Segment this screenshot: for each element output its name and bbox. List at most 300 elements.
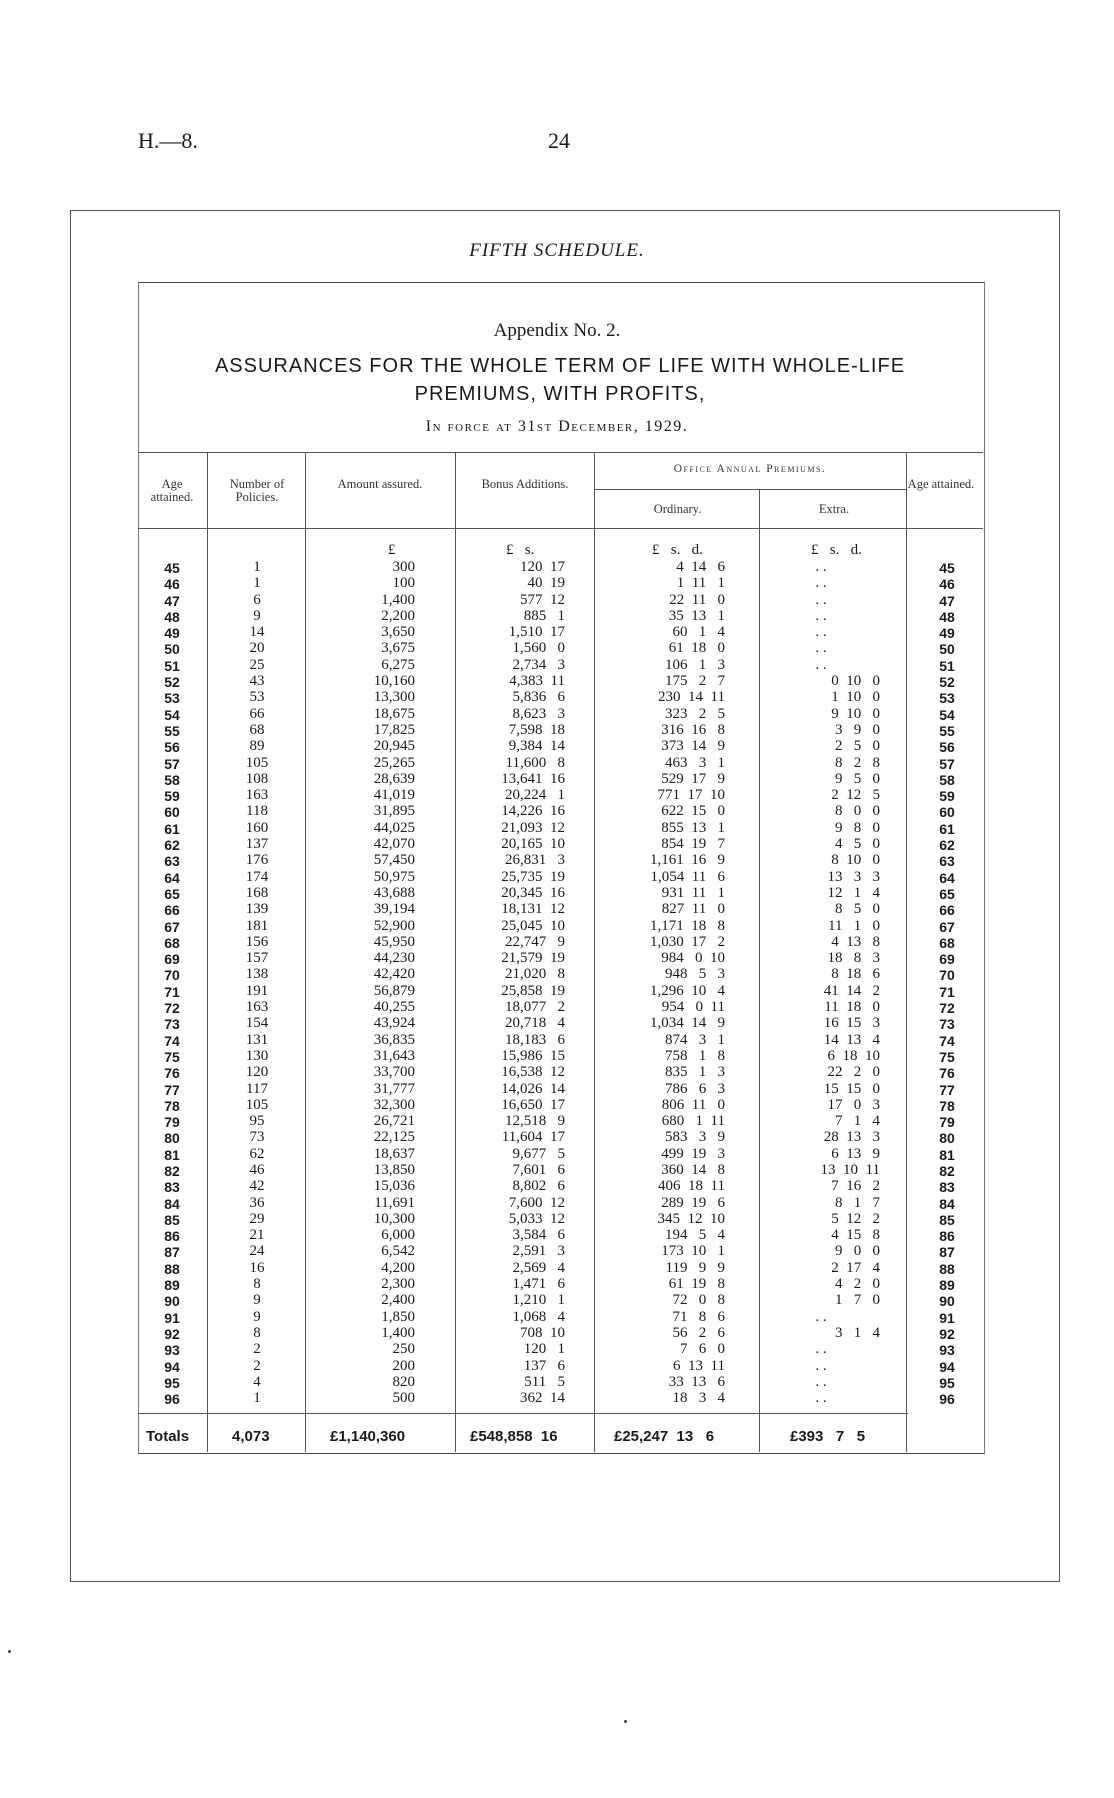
row-policies: 43 — [249, 673, 265, 690]
row-policies: 1 — [253, 575, 261, 592]
row-bonus: 21,020 8 — [505, 966, 565, 983]
row-policies: 36 — [249, 1194, 265, 1211]
row-age-right: 87 — [939, 1244, 955, 1261]
totals-ordinary: £25,247 13 6 — [614, 1428, 715, 1445]
row-age-right: 88 — [939, 1260, 955, 1277]
row-ordinary: 345 12 10 — [657, 1210, 725, 1227]
row-bonus: 11,604 17 — [501, 1129, 565, 1146]
row-extra: 15 15 0 — [823, 1080, 880, 1097]
row-extra: 7 16 2 — [831, 1178, 880, 1195]
row-policies: 6 — [253, 591, 261, 608]
totals-top-rule — [138, 1413, 908, 1414]
row-amount-assured: 22,125 — [373, 1129, 415, 1146]
row-age-right: 69 — [939, 951, 955, 968]
row-age-right: 82 — [939, 1162, 955, 1179]
row-ordinary: 1,161 16 9 — [650, 852, 725, 869]
row-bonus: 20,165 10 — [501, 836, 565, 853]
row-age-right: 96 — [939, 1391, 955, 1408]
row-policies: 131 — [245, 1031, 269, 1048]
row-age-left: 89 — [164, 1277, 180, 1294]
row-bonus: 21,093 12 — [501, 819, 565, 836]
row-ordinary: 622 15 0 — [661, 803, 725, 820]
row-age-right: 83 — [939, 1179, 955, 1196]
row-age-left: 66 — [164, 902, 180, 919]
row-age-left: 49 — [164, 625, 180, 642]
row-age-left: 70 — [164, 967, 180, 984]
row-bonus: 708 10 — [520, 1324, 565, 1341]
row-extra: . . — [815, 1373, 827, 1390]
row-age-right: 80 — [939, 1130, 955, 1147]
row-age-left: 93 — [164, 1342, 180, 1359]
row-bonus: 7,601 6 — [512, 1161, 565, 1178]
row-extra: 2 5 0 — [835, 738, 880, 755]
row-age-left: 84 — [164, 1195, 180, 1212]
row-extra: 4 5 0 — [835, 836, 880, 853]
row-amount-assured: 20,945 — [373, 738, 415, 755]
row-age-left: 55 — [164, 722, 180, 739]
row-amount-assured: 250 — [392, 1341, 415, 1358]
col-sep-6 — [906, 452, 907, 1452]
row-bonus: 18,183 6 — [505, 1031, 565, 1048]
row-age-left: 64 — [164, 869, 180, 886]
row-age-left: 78 — [164, 1097, 180, 1114]
row-bonus: 885 1 — [523, 607, 565, 624]
row-extra: 4 2 0 — [835, 1276, 880, 1293]
row-policies: 174 — [245, 868, 269, 885]
row-ordinary: 954 0 11 — [661, 999, 725, 1016]
row-age-left: 87 — [164, 1244, 180, 1261]
row-amount-assured: 57,450 — [373, 852, 415, 869]
row-age-right: 84 — [939, 1195, 955, 1212]
row-policies: 9 — [253, 1292, 261, 1309]
row-ordinary: 56 2 6 — [672, 1324, 725, 1341]
totals-label: Totals — [146, 1428, 190, 1445]
row-policies: 73 — [249, 1129, 265, 1146]
row-extra: 0 10 0 — [831, 673, 880, 690]
row-age-right: 81 — [939, 1146, 955, 1163]
unit-bonus: £ s. — [506, 542, 535, 558]
row-age-right: 77 — [939, 1081, 955, 1098]
row-policies: 1 — [253, 1390, 261, 1407]
row-age-right: 71 — [939, 983, 955, 1000]
header-top-rule — [138, 452, 983, 453]
row-extra: 16 15 3 — [823, 1015, 880, 1032]
premiums-group-rule — [594, 489, 906, 490]
row-age-left: 79 — [164, 1114, 180, 1131]
row-age-left: 81 — [164, 1146, 180, 1163]
row-age-right: 85 — [939, 1211, 955, 1228]
row-age-left: 48 — [164, 608, 180, 625]
row-age-left: 58 — [164, 771, 180, 788]
row-policies: 62 — [249, 1145, 265, 1162]
row-ordinary: 874 3 1 — [665, 1031, 725, 1048]
row-amount-assured: 6,542 — [381, 1243, 415, 1260]
row-amount-assured: 52,900 — [373, 917, 415, 934]
row-age-left: 82 — [164, 1162, 180, 1179]
row-age-left: 45 — [164, 560, 180, 576]
row-age-right: 54 — [939, 706, 955, 723]
header-office-premiums: Office Annual Premiums. — [673, 463, 827, 475]
row-age-left: 73 — [164, 1016, 180, 1033]
row-amount-assured: 44,025 — [373, 819, 415, 836]
unit-assured: £ — [388, 542, 396, 558]
row-age-left: 54 — [164, 706, 180, 723]
row-extra: 3 9 0 — [835, 721, 880, 738]
row-policies: 20 — [249, 640, 265, 657]
row-age-left: 95 — [164, 1374, 180, 1391]
row-age-right: 67 — [939, 918, 955, 935]
header-policies: Number of Policies. — [229, 477, 285, 504]
row-amount-assured: 2,200 — [381, 607, 415, 624]
row-policies: 16 — [249, 1259, 265, 1276]
row-policies: 130 — [245, 1047, 269, 1064]
row-age-right: 95 — [939, 1374, 955, 1391]
row-age-right: 65 — [939, 885, 955, 902]
row-amount-assured: 56,879 — [373, 982, 415, 999]
row-age-left: 75 — [164, 1048, 180, 1065]
header-bonus-additions: Bonus Additions. — [481, 477, 569, 491]
row-bonus: 5,033 12 — [508, 1210, 565, 1227]
row-bonus: 2,591 3 — [512, 1243, 565, 1260]
row-extra: 6 18 10 — [827, 1047, 880, 1064]
row-age-left: 47 — [164, 592, 180, 609]
row-bonus: 25,735 19 — [501, 868, 565, 885]
row-age-right: 62 — [939, 837, 955, 854]
row-ordinary: 289 19 6 — [661, 1194, 725, 1211]
row-age-left: 50 — [164, 641, 180, 658]
header-bottom-rule — [138, 528, 983, 529]
row-amount-assured: 43,924 — [373, 1015, 415, 1032]
row-ordinary: 948 5 3 — [665, 966, 725, 983]
row-extra: 9 10 0 — [831, 705, 880, 722]
row-age-left: 56 — [164, 739, 180, 756]
col-sep-4 — [594, 452, 595, 1452]
row-policies: 68 — [249, 721, 265, 738]
row-policies: 53 — [249, 689, 265, 706]
row-age-left: 69 — [164, 951, 180, 968]
row-age-right: 68 — [939, 934, 955, 951]
row-age-right: 53 — [939, 690, 955, 707]
row-amount-assured: 6,000 — [381, 1227, 415, 1244]
row-policies: 168 — [245, 884, 269, 901]
row-ordinary: 1,171 18 8 — [650, 917, 725, 934]
row-ordinary: 316 16 8 — [661, 721, 725, 738]
row-age-right: 50 — [939, 641, 955, 658]
row-age-right: 64 — [939, 869, 955, 886]
row-ordinary: 771 17 10 — [657, 787, 725, 804]
row-extra: 17 0 3 — [827, 1096, 880, 1113]
row-bonus: 1,471 6 — [512, 1276, 565, 1293]
row-ordinary: 680 1 11 — [661, 1113, 725, 1130]
row-age-left: 62 — [164, 837, 180, 854]
row-amount-assured: 10,160 — [373, 673, 415, 690]
row-age-right: 63 — [939, 853, 955, 870]
row-age-right: 47 — [939, 592, 955, 609]
row-bonus: 12,518 9 — [505, 1113, 565, 1130]
row-policies: 95 — [249, 1113, 265, 1130]
header-age-left: Age attained. — [150, 477, 194, 504]
row-ordinary: 1,054 11 6 — [650, 868, 725, 885]
row-extra: 3 1 4 — [835, 1324, 880, 1341]
row-age-right: 51 — [939, 657, 955, 674]
header-ordinary: Ordinary. — [653, 502, 702, 516]
row-age-left: 92 — [164, 1325, 180, 1342]
header-amount-assured: Amount assured. — [337, 477, 423, 491]
row-policies: 24 — [249, 1243, 265, 1260]
row-age-right: 66 — [939, 902, 955, 919]
row-amount-assured: 33,700 — [373, 1064, 415, 1081]
row-age-right: 91 — [939, 1309, 955, 1326]
column-policies — [212, 559, 302, 1406]
row-ordinary: 758 1 8 — [665, 1047, 725, 1064]
row-amount-assured: 1,850 — [381, 1308, 415, 1325]
row-age-right: 76 — [939, 1065, 955, 1082]
row-bonus: 1,560 0 — [512, 640, 565, 657]
header-age-right: Age attained. — [907, 477, 975, 491]
row-age-left: 59 — [164, 788, 180, 805]
row-bonus: 18,131 12 — [501, 901, 565, 918]
column-age-right — [912, 560, 982, 1407]
row-policies: 138 — [245, 966, 269, 983]
row-amount-assured: 11,691 — [374, 1194, 415, 1211]
row-amount-assured: 36,835 — [373, 1031, 415, 1048]
row-bonus: 20,345 16 — [501, 884, 565, 901]
row-bonus: 20,224 1 — [505, 787, 565, 804]
row-extra: 22 2 0 — [827, 1064, 880, 1081]
row-extra: 4 15 8 — [831, 1227, 880, 1244]
row-amount-assured: 31,643 — [373, 1047, 415, 1064]
row-bonus: 16,650 17 — [501, 1096, 565, 1113]
row-bonus: 20,718 4 — [505, 1015, 565, 1032]
table-title-line1: ASSURANCES FOR THE WHOLE TERM OF LIFE WITH WHOLE-LIFE — [214, 355, 906, 377]
row-amount-assured: 26,721 — [373, 1113, 415, 1130]
row-policies: 105 — [245, 754, 269, 771]
row-amount-assured: 50,975 — [373, 868, 415, 885]
row-ordinary: 373 14 9 — [661, 738, 725, 755]
row-extra: . . — [815, 1357, 827, 1374]
row-amount-assured: 18,637 — [373, 1145, 415, 1162]
row-ordinary: 33 13 6 — [668, 1373, 725, 1390]
totals-policies: 4,073 — [232, 1428, 270, 1445]
row-extra: 9 8 0 — [835, 819, 880, 836]
row-ordinary: 22 11 0 — [669, 591, 725, 608]
row-ordinary: 4 14 6 — [676, 559, 725, 575]
row-bonus: 4,383 11 — [509, 673, 565, 690]
row-ordinary: 71 8 6 — [672, 1308, 725, 1325]
row-age-right: 94 — [939, 1358, 955, 1375]
row-amount-assured: 18,675 — [373, 705, 415, 722]
row-amount-assured: 28,639 — [373, 770, 415, 787]
row-age-right: 75 — [939, 1048, 955, 1065]
page-number: 24 — [548, 128, 570, 153]
row-policies: 66 — [249, 705, 265, 722]
row-ordinary: 1,030 17 2 — [650, 933, 725, 950]
row-amount-assured: 32,300 — [373, 1096, 415, 1113]
schedule-title: FIFTH SCHEDULE. — [469, 240, 645, 261]
row-policies: 8 — [253, 1276, 261, 1293]
row-bonus: 1,068 4 — [512, 1308, 565, 1325]
row-policies: 160 — [245, 819, 269, 836]
row-age-left: 83 — [164, 1179, 180, 1196]
stray-mark — [8, 1650, 11, 1653]
row-extra: . . — [815, 591, 827, 608]
row-bonus: 3,584 6 — [512, 1227, 565, 1244]
column-extra-premium — [762, 559, 880, 1406]
row-amount-assured: 3,675 — [381, 640, 415, 657]
row-bonus: 14,226 16 — [501, 803, 565, 820]
row-extra: . . — [815, 1308, 827, 1325]
col-sep-3 — [455, 452, 456, 1452]
row-ordinary: 931 11 1 — [661, 884, 725, 901]
row-extra: 8 1 7 — [835, 1194, 880, 1211]
row-age-left: 77 — [164, 1081, 180, 1098]
row-ordinary: 463 3 1 — [665, 754, 725, 771]
row-amount-assured: 13,300 — [373, 689, 415, 706]
col-sep-5 — [759, 489, 760, 1452]
row-bonus: 511 5 — [524, 1373, 565, 1390]
row-extra: 2 17 4 — [831, 1259, 880, 1276]
row-bonus: 15,986 15 — [501, 1047, 565, 1064]
row-amount-assured: 31,777 — [373, 1080, 415, 1097]
row-bonus: 22,747 9 — [505, 933, 565, 950]
row-age-left: 88 — [164, 1260, 180, 1277]
row-extra: 6 13 9 — [831, 1145, 880, 1162]
row-age-right: 73 — [939, 1016, 955, 1033]
row-bonus: 8,623 3 — [512, 705, 565, 722]
row-age-left: 53 — [164, 690, 180, 707]
row-extra: 13 3 3 — [827, 868, 880, 885]
row-amount-assured: 41,019 — [373, 787, 415, 804]
row-policies: 29 — [249, 1210, 265, 1227]
row-policies: 163 — [245, 999, 269, 1016]
row-age-left: 65 — [164, 885, 180, 902]
row-ordinary: 360 14 8 — [661, 1161, 725, 1178]
row-age-right: 60 — [939, 804, 955, 821]
row-age-right: 89 — [939, 1277, 955, 1294]
row-extra: 1 7 0 — [835, 1292, 880, 1309]
row-bonus: 25,045 10 — [501, 917, 565, 934]
row-extra: 18 8 3 — [827, 950, 880, 967]
row-amount-assured: 1,400 — [381, 591, 415, 608]
row-policies: 21 — [249, 1227, 265, 1244]
row-policies: 139 — [245, 901, 269, 918]
row-ordinary: 984 0 10 — [661, 950, 725, 967]
row-extra: 5 12 2 — [831, 1210, 880, 1227]
row-extra: 8 18 6 — [831, 966, 880, 983]
row-age-left: 91 — [164, 1309, 180, 1326]
row-extra: 7 1 4 — [835, 1113, 880, 1130]
row-policies: 4 — [253, 1373, 261, 1390]
row-age-left: 51 — [164, 657, 180, 674]
row-age-left: 74 — [164, 1032, 180, 1049]
row-bonus: 120 17 — [520, 559, 565, 575]
column-bonus-additions — [460, 559, 565, 1406]
row-amount-assured: 15,036 — [373, 1178, 415, 1195]
totals-bonus: £548,858 16 — [470, 1428, 558, 1445]
row-bonus: 26,831 3 — [505, 852, 565, 869]
table-title — [160, 352, 960, 408]
row-age-left: 90 — [164, 1293, 180, 1310]
row-policies: 176 — [245, 852, 269, 869]
row-ordinary: 854 19 7 — [661, 836, 725, 853]
row-age-right: 79 — [939, 1114, 955, 1131]
totals-assured: £1,140,360 — [330, 1428, 406, 1445]
row-ordinary: 806 11 0 — [661, 1096, 725, 1113]
table-title-line2: PREMIUMS, WITH PROFITS, — [414, 383, 706, 405]
row-extra: 13 10 11 — [820, 1161, 880, 1178]
row-ordinary: 60 1 4 — [672, 624, 725, 641]
stray-mark — [624, 1720, 627, 1723]
row-extra: 14 13 4 — [823, 1031, 880, 1048]
row-amount-assured: 2,400 — [381, 1292, 415, 1309]
row-policies: 25 — [249, 656, 265, 673]
row-age-left: 68 — [164, 934, 180, 951]
row-amount-assured: 42,070 — [373, 836, 415, 853]
row-age-left: 80 — [164, 1130, 180, 1147]
row-ordinary: 72 0 8 — [672, 1292, 725, 1309]
row-bonus: 5,836 6 — [512, 689, 565, 706]
row-amount-assured: 45,950 — [373, 933, 415, 950]
row-ordinary: 855 13 1 — [661, 819, 725, 836]
row-age-right: 46 — [939, 576, 955, 593]
row-ordinary: 1,296 10 4 — [650, 982, 725, 999]
row-policies: 191 — [245, 982, 269, 999]
row-ordinary: 323 2 5 — [665, 705, 725, 722]
row-age-right: 61 — [939, 820, 955, 837]
row-age-right: 86 — [939, 1228, 955, 1245]
row-extra: 9 0 0 — [835, 1243, 880, 1260]
column-ordinary-premium — [600, 559, 725, 1406]
row-bonus: 11,600 8 — [505, 754, 565, 771]
row-ordinary: 529 17 9 — [661, 770, 725, 787]
unit-extra: £ s. d. — [811, 542, 862, 558]
row-age-left: 63 — [164, 853, 180, 870]
row-extra: 8 5 0 — [835, 901, 880, 918]
row-ordinary: 35 13 1 — [668, 607, 725, 624]
row-policies: 2 — [253, 1357, 261, 1374]
row-policies: 1 — [253, 559, 261, 575]
row-amount-assured: 43,688 — [373, 884, 415, 901]
row-policies: 157 — [245, 950, 269, 967]
row-age-left: 60 — [164, 804, 180, 821]
row-amount-assured: 820 — [392, 1373, 415, 1390]
row-policies: 117 — [246, 1080, 268, 1097]
row-amount-assured: 1,400 — [381, 1324, 415, 1341]
row-bonus: 1,210 1 — [512, 1292, 565, 1309]
row-extra: . . — [815, 559, 827, 575]
row-bonus: 137 6 — [523, 1357, 565, 1374]
row-age-left: 72 — [164, 1000, 180, 1017]
row-extra: 11 18 0 — [824, 999, 880, 1016]
row-bonus: 7,598 18 — [508, 721, 565, 738]
row-age-right: 58 — [939, 771, 955, 788]
row-extra: 12 1 4 — [827, 884, 880, 901]
totals-extra: £393 7 5 — [790, 1428, 866, 1445]
row-ordinary: 175 2 7 — [665, 673, 725, 690]
row-age-left: 94 — [164, 1358, 180, 1375]
row-extra: . . — [815, 656, 827, 673]
row-extra: 8 2 8 — [835, 754, 880, 771]
row-bonus: 40 19 — [527, 575, 565, 592]
row-age-right: 55 — [939, 722, 955, 739]
row-age-left: 52 — [164, 674, 180, 691]
row-policies: 156 — [245, 933, 269, 950]
row-policies: 2 — [253, 1341, 261, 1358]
row-extra: 11 1 0 — [828, 917, 880, 934]
row-age-left: 96 — [164, 1391, 180, 1408]
row-bonus: 25,858 19 — [501, 982, 565, 999]
row-ordinary: 1,034 14 9 — [650, 1015, 725, 1032]
